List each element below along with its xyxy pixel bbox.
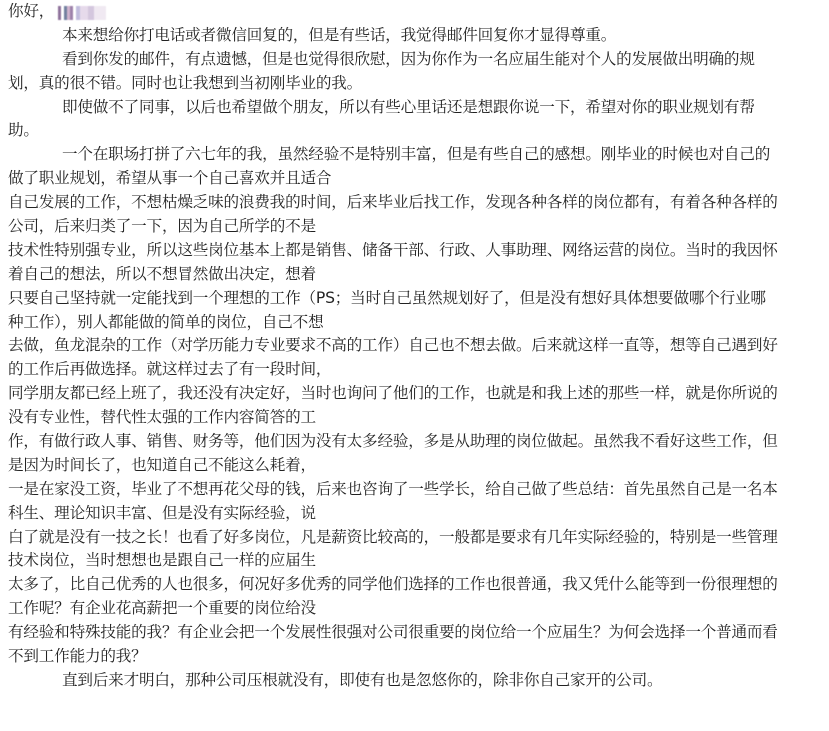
paragraph-4-line-21: 有经验和特殊技能的我？有企业会把一个发展性很强对公司很重要的岗位给一个应届生？为何会选择一个普通而看	[8, 623, 778, 642]
paragraph-4-line-7: 只要自己坚持就一定能找到一个理想的工作（PS；当时自己虽然规划好了，但是没有想好具体想要做哪个行业哪	[8, 288, 766, 307]
greeting-text: 你好，	[8, 2, 55, 20]
paragraph-4-line-14: 是因为时间长了，也知道自己不能这么耗着，	[8, 455, 316, 474]
paragraph-4-line-18: 技术岗位，当时想想也是跟自己一样的应届生	[8, 551, 316, 570]
paragraph-3-line-1: 即使做不了同事，以后也希望做个朋友，所以有些心里话还是想跟你说一下，希望对你的职业规划有帮	[62, 97, 755, 116]
redacted-name-icon	[58, 6, 106, 20]
paragraph-4-line-1: 一个在职场打拼了六七年的我，虽然经验不是特别丰富，但是有些自己的感想。刚毕业的时候也对自己的	[62, 145, 771, 164]
paragraph-1-line-1: 本来想给你打电话或者微信回复的，但是有些话，我觉得邮件回复你才显得尊重。	[62, 25, 617, 44]
paragraph-4-line-16: 科生、理论知识丰富、但是没有实际经验，说	[8, 503, 316, 522]
paragraph-4-line-6: 着自己的想法，所以不想冒然做出决定，想着	[8, 264, 316, 283]
paragraph-4-line-22: 不到工作能力的我？	[8, 647, 147, 666]
greeting-line	[8, 0, 106, 24]
paragraph-4-line-2: 做了职业规划，希望从事一个自己喜欢并且适合	[8, 169, 332, 188]
paragraph-4-line-11: 同学朋友都已经上班了，我还没有决定好，当时也询问了他们的工作，也就是和我上述的那些一样，就是你所说的	[8, 384, 778, 403]
paragraph-4-line-3: 自己发展的工作，不想枯燥乏味的浪费我的时间，后来毕业后找工作，发现各种各样的岗位都有，有着各种各样的	[8, 193, 778, 212]
paragraph-4-line-8: 种工作），别人都能做的简单的岗位，自己不想	[8, 312, 324, 331]
paragraph-4-line-12: 没有专业性，替代性太强的工作内容简答的工	[8, 408, 316, 427]
paragraph-2-line-2: 划，真的很不错。同时也让我想到当初刚毕业的我。	[8, 73, 363, 92]
paragraph-2-line-1: 看到你发的邮件，有点遗憾，但是也觉得很欣慰，因为你作为一名应届生能对个人的发展做出明确的规	[62, 49, 755, 68]
paragraph-5-line-1: 直到后来才明白，那种公司压根就没有，即使有也是忽悠你的，除非你自己家开的公司。	[62, 670, 663, 689]
paragraph-4-line-20: 工作呢？有企业花高薪把一个重要的岗位给没	[8, 599, 316, 618]
letter-document	[8, 0, 823, 693]
paragraph-4-line-10: 的工作后再做选择。就这样过去了有一段时间，	[8, 360, 332, 379]
paragraph-4-line-4: 公司，后来归类了一下，因为自己所学的不是	[8, 217, 316, 236]
paragraph-4-line-5: 技术性特别强专业，所以这些岗位基本上都是销售、储备干部、行政、人事助理、网络运营的岗位。当时的我因怀	[8, 240, 778, 259]
paragraph-4-line-17: 白了就是没有一技之长！也看了好多岗位，凡是薪资比较高的，一般都是要求有几年实际经验的，特别是一些管理	[8, 527, 778, 546]
paragraph-3-line-2: 助。	[8, 121, 39, 140]
paragraph-4-line-9: 去做，鱼龙混杂的工作（对学历能力专业要求不高的工作）自己也不想去做。后来就这样一直等，想等自己遇到好	[8, 336, 778, 355]
paragraph-4-line-19: 太多了，比自己优秀的人也很多，何况好多优秀的同学他们选择的工作也很普通，我又凭什么能等到一份很理想的	[8, 575, 778, 594]
paragraph-4-line-13: 作，有做行政人事、销售、财务等，他们因为没有太多经验，多是从助理的岗位做起。虽然我不看好这些工作，但	[8, 432, 778, 451]
paragraph-4-line-15: 一是在家没工资，毕业了不想再花父母的钱，后来也咨询了一些学长，给自己做了些总结：首先虽然自己是一名本	[8, 479, 778, 498]
